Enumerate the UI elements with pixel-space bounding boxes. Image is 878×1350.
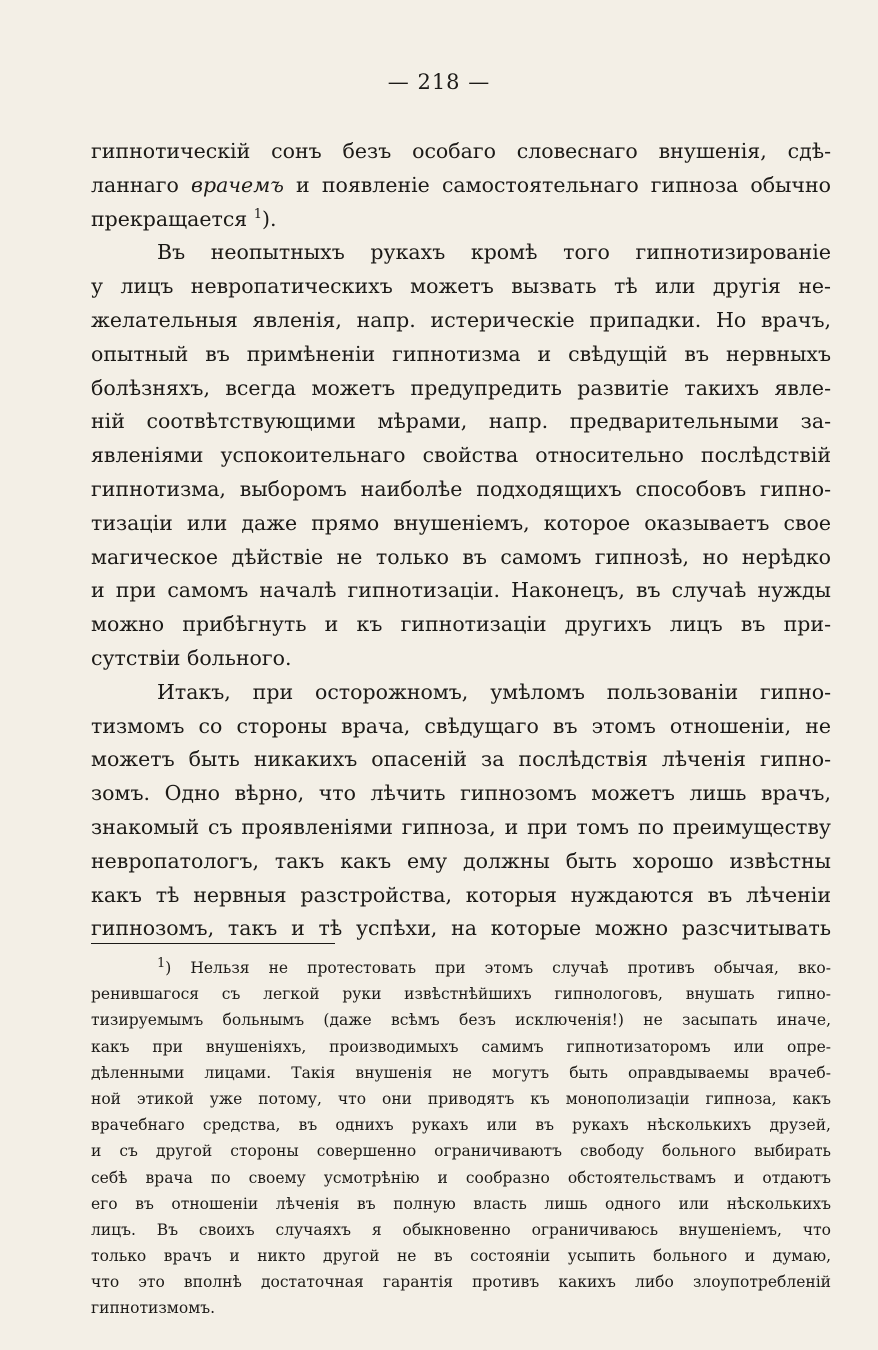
text-line: невропатологъ, такъ какъ ему должны быть хорошо извѣстны — [91, 848, 831, 873]
text-line: знакомый съ проявленіями гипноза, и при томъ по преимуществу — [91, 814, 831, 839]
footnote-line: только врачъ и никто другой не въ состояніи усыпить больного и думаю, — [91, 1247, 831, 1266]
text-line: гипнотическій сонъ безъ особаго словеснаго внушенія, сдѣ- — [91, 139, 831, 163]
text-line: у лицъ невропатическихъ можетъ вызвать тѣ или другія не- — [91, 274, 831, 299]
footnote-line: тизируемымъ больнымъ (даже всѣмъ безъ исключенія!) не засыпать иначе, — [91, 1011, 831, 1030]
footnote-line: и съ другой стороны совершенно ограничиваютъ свободу больного выбирать — [91, 1142, 831, 1161]
text-line: болѣзняхъ, всегда можетъ предупредить развитіе такихъ явле- — [91, 375, 831, 400]
footnote-line — [91, 955, 831, 981]
text-line — [91, 169, 831, 203]
text-fragment: и появленіе самостоятельнаго гипноза обычно — [283, 172, 831, 197]
footnote-line: ной этикой уже потому, что они приводятъ къ монополизаціи гипноза, какъ — [91, 1089, 831, 1108]
text-line: тизмомъ со стороны врача, свѣдущаго въ этомъ отношеніи, не — [91, 713, 831, 738]
footnote-line: гипнотизмомъ. — [91, 1299, 216, 1318]
footnote-marker: 1 — [253, 206, 263, 222]
footnote-line: врачебнаго средства, въ однихъ рукахъ или въ рукахъ нѣсколькихъ друзей, — [91, 1116, 831, 1135]
text-line: какъ тѣ нервныя разстройства, которыя нуждаются въ лѣченіи — [91, 882, 831, 907]
footnote-line: какъ при внушеніяхъ, производимыхъ самимъ гипнотизаторомъ или опре- — [91, 1037, 831, 1056]
text-line: опытный въ примѣненіи гипнотизма и свѣдущій въ нервныхъ — [91, 341, 831, 366]
text-line — [91, 203, 831, 237]
footnote-divider — [91, 943, 335, 944]
text-fragment: прекращается — [91, 206, 254, 231]
footnote-marker: 1 — [157, 955, 166, 971]
text-line: явленіями успокоительнаго свойства относительно послѣдствій — [91, 443, 831, 468]
footnote-line: что это вполнѣ достаточная гарантія противъ какихъ либо злоупотребленій — [91, 1273, 831, 1292]
footnote-line: себѣ врача по своему усмотрѣнію и сообразно обстоятельствамъ и отдаютъ — [91, 1168, 831, 1187]
text-fragment: ) Нельзя не протестовать при этомъ случаѣ противъ обычая, вко- — [165, 959, 831, 977]
footnote-line: лицъ. Въ своихъ случаяхъ я обыкновенно ограничиваюсь внушеніемъ, что — [91, 1220, 831, 1239]
text-line: гипнозомъ, такъ и тѣ успѣхи, на которые можно разсчитывать — [91, 916, 831, 941]
text-line: ній соотвѣтствующими мѣрами, напр. предварительными за- — [91, 409, 831, 434]
footnotes — [91, 955, 831, 1322]
text-fragment: ланнаго — [91, 172, 192, 197]
footnote-line: его въ отношеніи лѣченія въ полную власть лишь одного или нѣсколькихъ — [91, 1194, 831, 1213]
text-line: Итакъ, при осторожномъ, умѣломъ пользованіи гипно- — [157, 679, 831, 704]
text-line: магическое дѣйствіе не только въ самомъ гипнозѣ, но нерѣдко — [91, 544, 831, 569]
text-line: и при самомъ началѣ гипнотизаціи. Наконецъ, въ случаѣ нужды — [91, 578, 831, 603]
text-line: тизаціи или даже прямо внушеніемъ, которое оказываетъ свое — [91, 510, 831, 535]
text-line: можетъ быть никакихъ опасеній за послѣдствія лѣченія гипно- — [91, 747, 831, 772]
body-text — [91, 135, 831, 946]
footnote-line: дѣленными лицами. Такія внушенія не могутъ быть оправдываемы врачеб- — [91, 1063, 831, 1082]
page-number: — 218 — — [387, 70, 491, 94]
text-line: можно прибѣгнуть и къ гипнотизаціи другихъ лицъ въ при- — [91, 612, 831, 637]
footnote-line: ренившагося съ легкой руки извѣстнѣйшихъ гипнологовъ, внушать гипно- — [91, 985, 831, 1004]
text-line: желательныя явленія, напр. истерическіе припадки. Но врачъ, — [91, 307, 831, 332]
italic-word: врачемъ — [191, 172, 284, 197]
text-fragment: ). — [262, 206, 277, 231]
text-line: зомъ. Одно вѣрно, что лѣчить гипнозомъ можетъ лишь врачъ, — [91, 781, 831, 806]
text-line: Въ неопытныхъ рукахъ кромѣ того гипнотизированіе — [157, 240, 831, 265]
text-line: сутствіи больного. — [91, 645, 292, 670]
text-line: гипнотизма, выборомъ наиболѣе подходящихъ способовъ гипно- — [91, 476, 831, 501]
